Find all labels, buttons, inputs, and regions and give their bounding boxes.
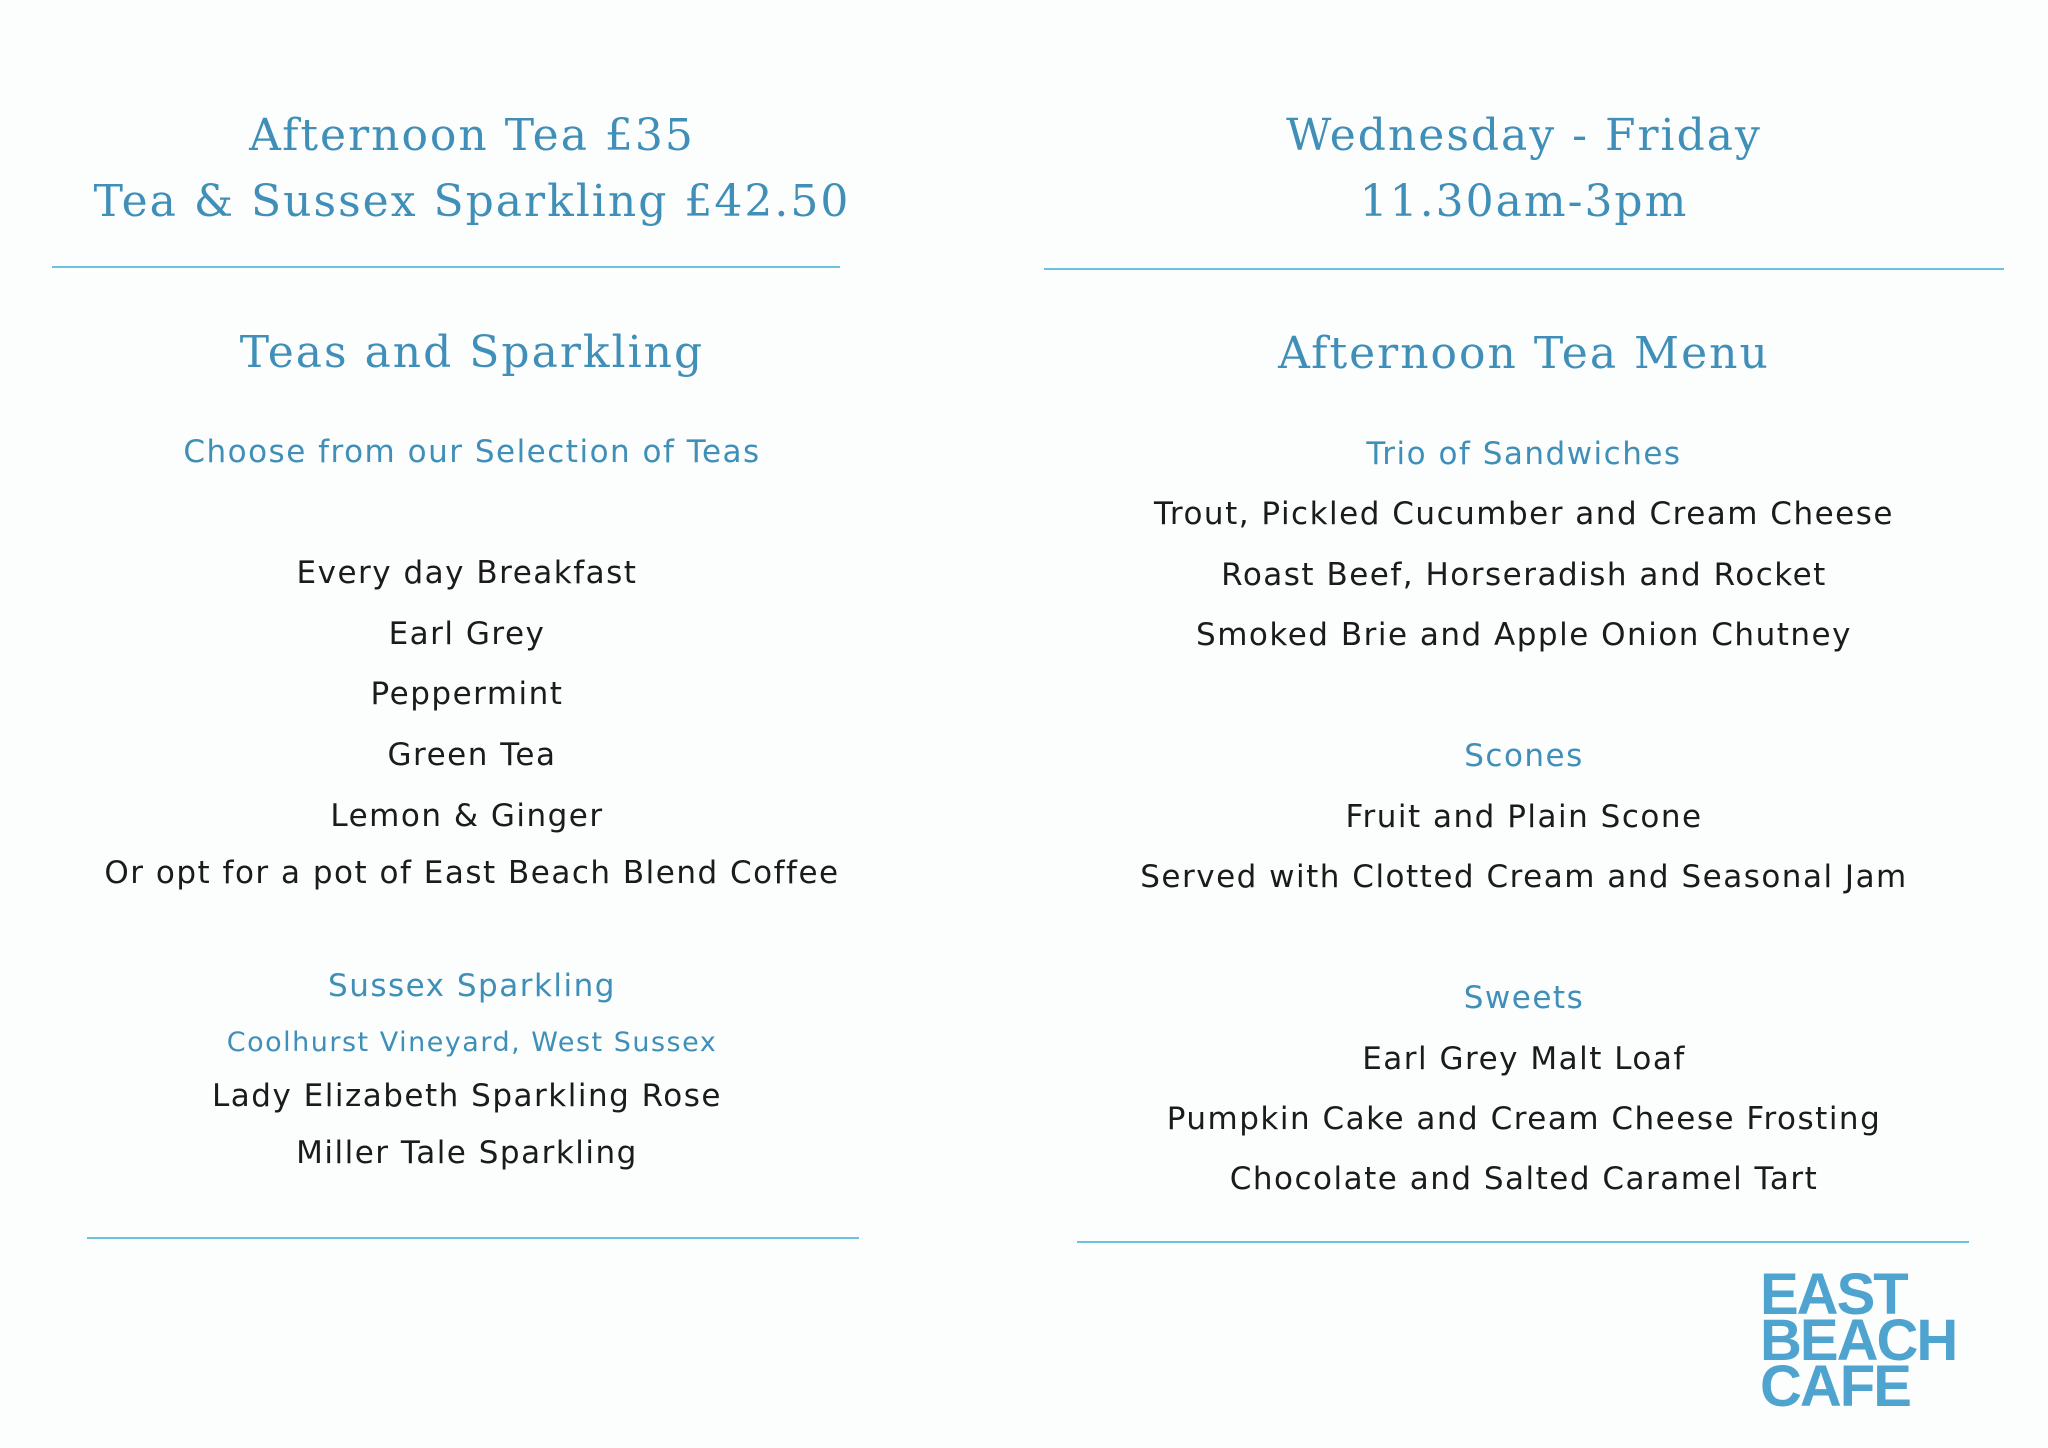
sweet-item: Earl Grey Malt Loaf bbox=[1362, 1041, 1686, 1077]
sweet-item: Pumpkin Cake and Cream Cheese Frosting bbox=[1166, 1101, 1882, 1137]
scone-item: Fruit and Plain Scone bbox=[1345, 799, 1703, 835]
days-open: Wednesday - Friday bbox=[1286, 110, 1762, 161]
vineyard-name: Coolhurst Vineyard, West Sussex bbox=[226, 1027, 718, 1058]
tea-item: Every day Breakfast bbox=[296, 555, 638, 591]
coffee-option: Or opt for a pot of East Beach Blend Coffee bbox=[104, 855, 840, 891]
east-beach-cafe-logo bbox=[1760, 1262, 1970, 1419]
sparkling-item: Lady Elizabeth Sparkling Rose bbox=[212, 1078, 722, 1114]
tea-item: Earl Grey bbox=[388, 616, 546, 652]
scones-subtitle: Scones bbox=[1464, 738, 1584, 774]
opening-hours: 11.30am-3pm bbox=[1359, 176, 1689, 227]
logo-line-beach: BEACH bbox=[1760, 1308, 1957, 1373]
scone-item: Served with Clotted Cream and Seasonal Jam bbox=[1140, 859, 1908, 895]
right-column bbox=[1044, 0, 2004, 1448]
sandwich-item: Smoked Brie and Apple Onion Chutney bbox=[1196, 617, 1852, 653]
tea-item: Peppermint bbox=[370, 676, 564, 712]
logo-line-cafe: CAFE bbox=[1760, 1354, 1910, 1419]
sandwich-item: Roast Beef, Horseradish and Rocket bbox=[1221, 557, 1827, 593]
afternoon-tea-price: Afternoon Tea £35 bbox=[249, 110, 695, 161]
tea-sparkling-price: Tea & Sussex Sparkling £42.50 bbox=[93, 176, 851, 227]
sparkling-subtitle: Sussex Sparkling bbox=[328, 968, 616, 1004]
sweets-subtitle: Sweets bbox=[1463, 980, 1585, 1016]
tea-item: Lemon & Ginger bbox=[330, 798, 604, 834]
divider-left-bottom bbox=[87, 1237, 859, 1239]
sandwiches-subtitle: Trio of Sandwiches bbox=[1366, 436, 1682, 472]
tea-item: Green Tea bbox=[387, 737, 557, 773]
section-title-teas: Teas and Sparkling bbox=[239, 327, 705, 378]
teas-subtitle: Choose from our Selection of Teas bbox=[183, 434, 761, 470]
divider-right-bottom bbox=[1077, 1241, 1969, 1243]
sweet-item: Chocolate and Salted Caramel Tart bbox=[1229, 1161, 1819, 1197]
divider-right-top bbox=[1044, 268, 2004, 270]
sandwich-item: Trout, Pickled Cucumber and Cream Cheese bbox=[1154, 496, 1894, 532]
section-title-menu: Afternoon Tea Menu bbox=[1278, 328, 1770, 379]
logo-line-east: EAST bbox=[1760, 1262, 1907, 1327]
left-column bbox=[52, 0, 892, 1448]
divider-left-top bbox=[52, 266, 840, 268]
sparkling-item: Miller Tale Sparkling bbox=[296, 1135, 638, 1171]
